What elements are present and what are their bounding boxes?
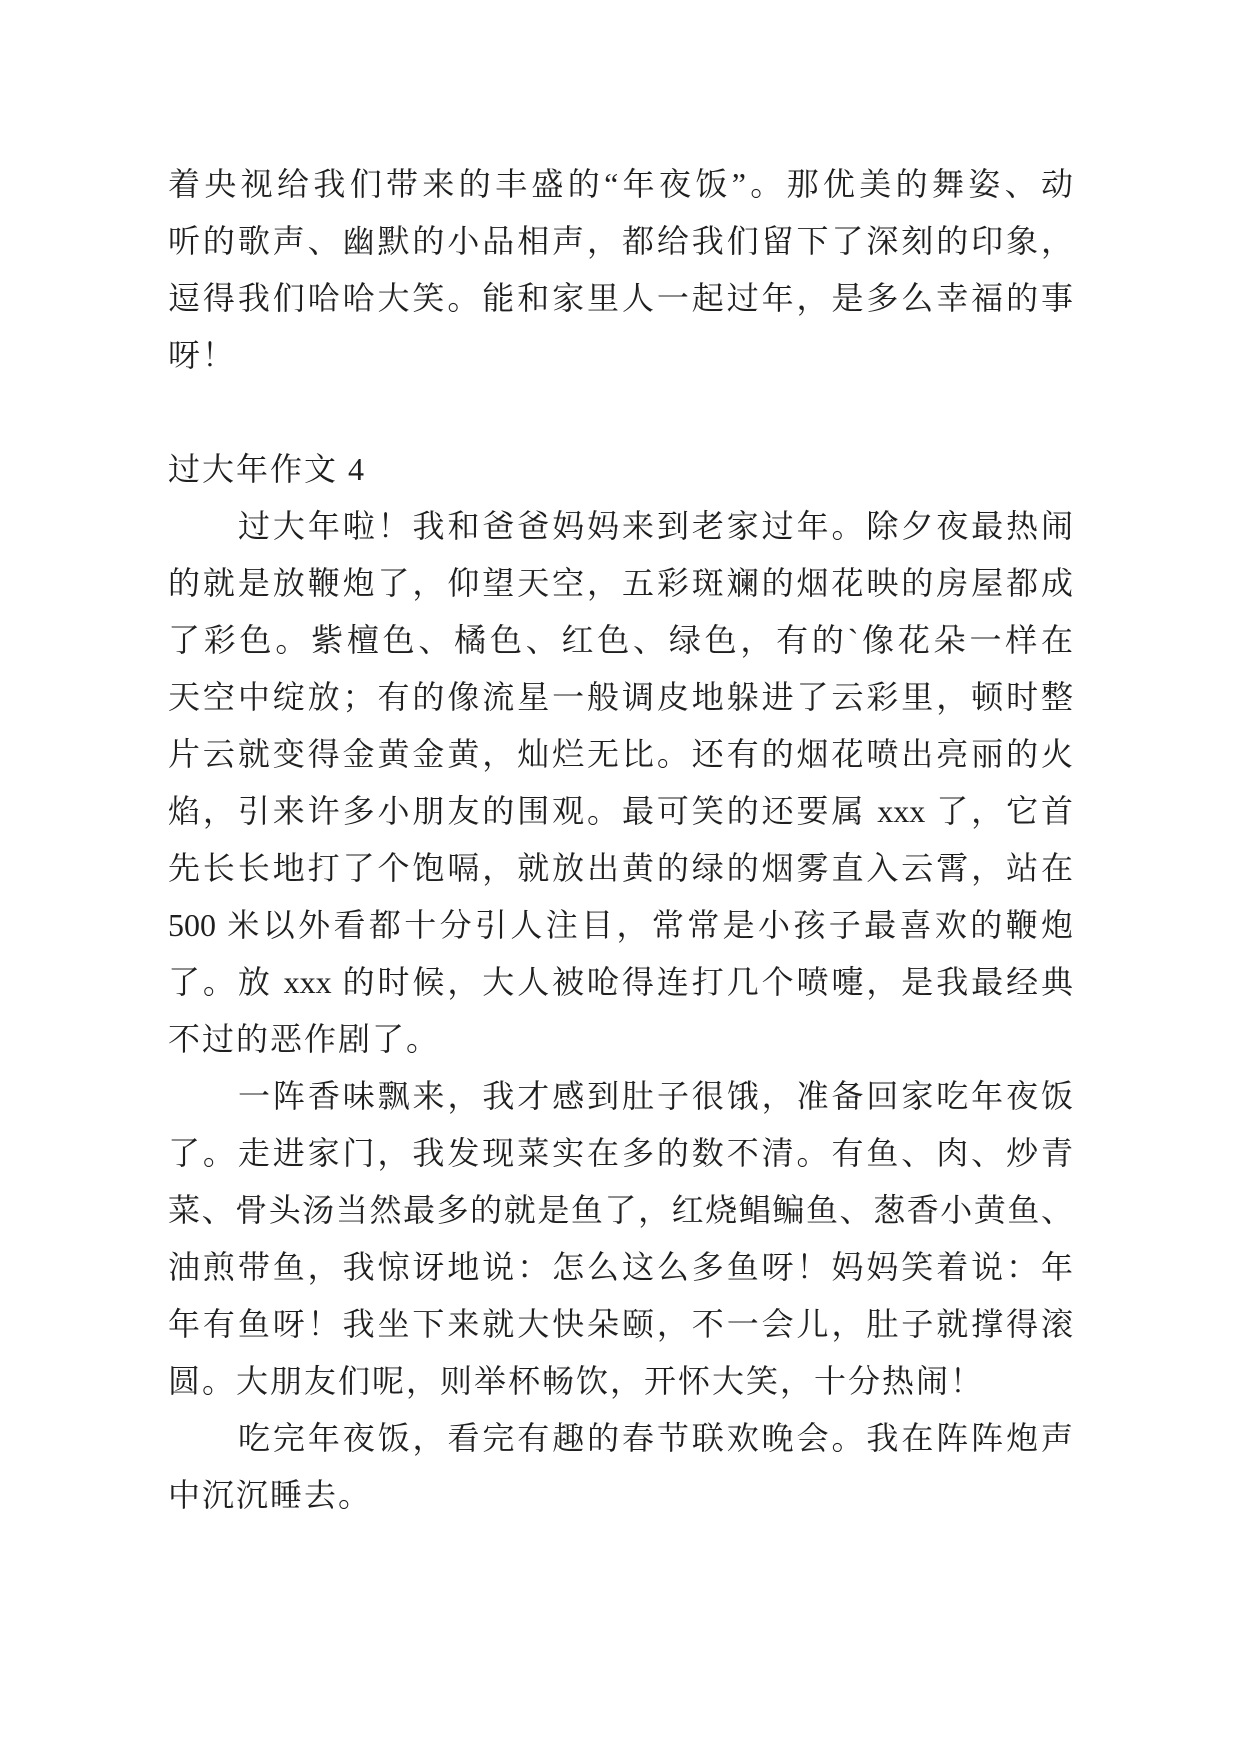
text-line: 了。放 xxx 的时候，大人被呛得连打几个喷嚏，是我最经典 <box>168 964 1073 1000</box>
text-line: 菜、骨头汤当然最多的就是鱼了，红烧鲳鳊鱼、葱香小黄鱼、 <box>168 1192 1073 1228</box>
text-line: 着央视给我们带来的丰盛的“年夜饭”。那优美的舞姿、动 <box>168 166 1073 202</box>
text-line: 500 米以外看都十分引人注目，常常是小孩子最喜欢的鞭炮 <box>168 907 1073 943</box>
text-line: 油煎带鱼，我惊讶地说：怎么这么多鱼呀！妈妈笑着说：年 <box>168 1249 1073 1285</box>
section-heading: 过大年作文 4 <box>168 451 367 487</box>
text-line: 逗得我们哈哈大笑。能和家里人一起过年，是多么幸福的事 <box>168 280 1073 316</box>
text-line: 呀！ <box>168 337 237 373</box>
text-line: 不过的恶作剧了。 <box>168 1021 441 1057</box>
paragraph-essay4-dinner <box>168 1068 1073 1410</box>
text-line: 天空中绽放；有的像流星一般调皮地躲进了云彩里，顿时整 <box>168 679 1073 715</box>
text-line: 先长长地打了个饱嗝，就放出黄的绿的烟雾直入云霄，站在 <box>168 850 1073 886</box>
paragraph-essay4-closing <box>168 1410 1073 1524</box>
text-line: 听的歌声、幽默的小品相声，都给我们留下了深刻的印象， <box>168 223 1073 259</box>
text-line: 过大年啦！我和爸爸妈妈来到老家过年。除夕夜最热闹 <box>238 508 1073 544</box>
text-line: 吃完年夜饭，看完有趣的春节联欢晚会。我在阵阵炮声 <box>238 1420 1073 1456</box>
text-line: 一阵香味飘来，我才感到肚子很饿，准备回家吃年夜饭 <box>238 1078 1073 1114</box>
text-line: 中沉沉睡去。 <box>168 1477 373 1513</box>
paragraph-essay4-fireworks <box>168 498 1073 1068</box>
paragraph-continuation <box>168 156 1073 384</box>
text-line: 圆。大朋友们呢，则举杯畅饮，开怀大笑，十分热闹！ <box>168 1363 985 1399</box>
text-line: 年有鱼呀！我坐下来就大快朵颐，不一会儿，肚子就撑得滚 <box>168 1306 1073 1342</box>
text-line: 的就是放鞭炮了，仰望天空，五彩斑斓的烟花映的房屋都成 <box>168 565 1073 601</box>
text-line: 了。走进家门，我发现菜实在多的数不清。有鱼、肉、炒青 <box>168 1135 1073 1171</box>
text-line: 焰，引来许多小朋友的围观。最可笑的还要属 xxx 了，它首 <box>168 793 1073 829</box>
text-line: 了彩色。紫檀色、橘色、红色、绿色，有的`像花朵一样在 <box>168 622 1073 658</box>
text-line: 片云就变得金黄金黄，灿烂无比。还有的烟花喷出亮丽的火 <box>168 736 1073 772</box>
